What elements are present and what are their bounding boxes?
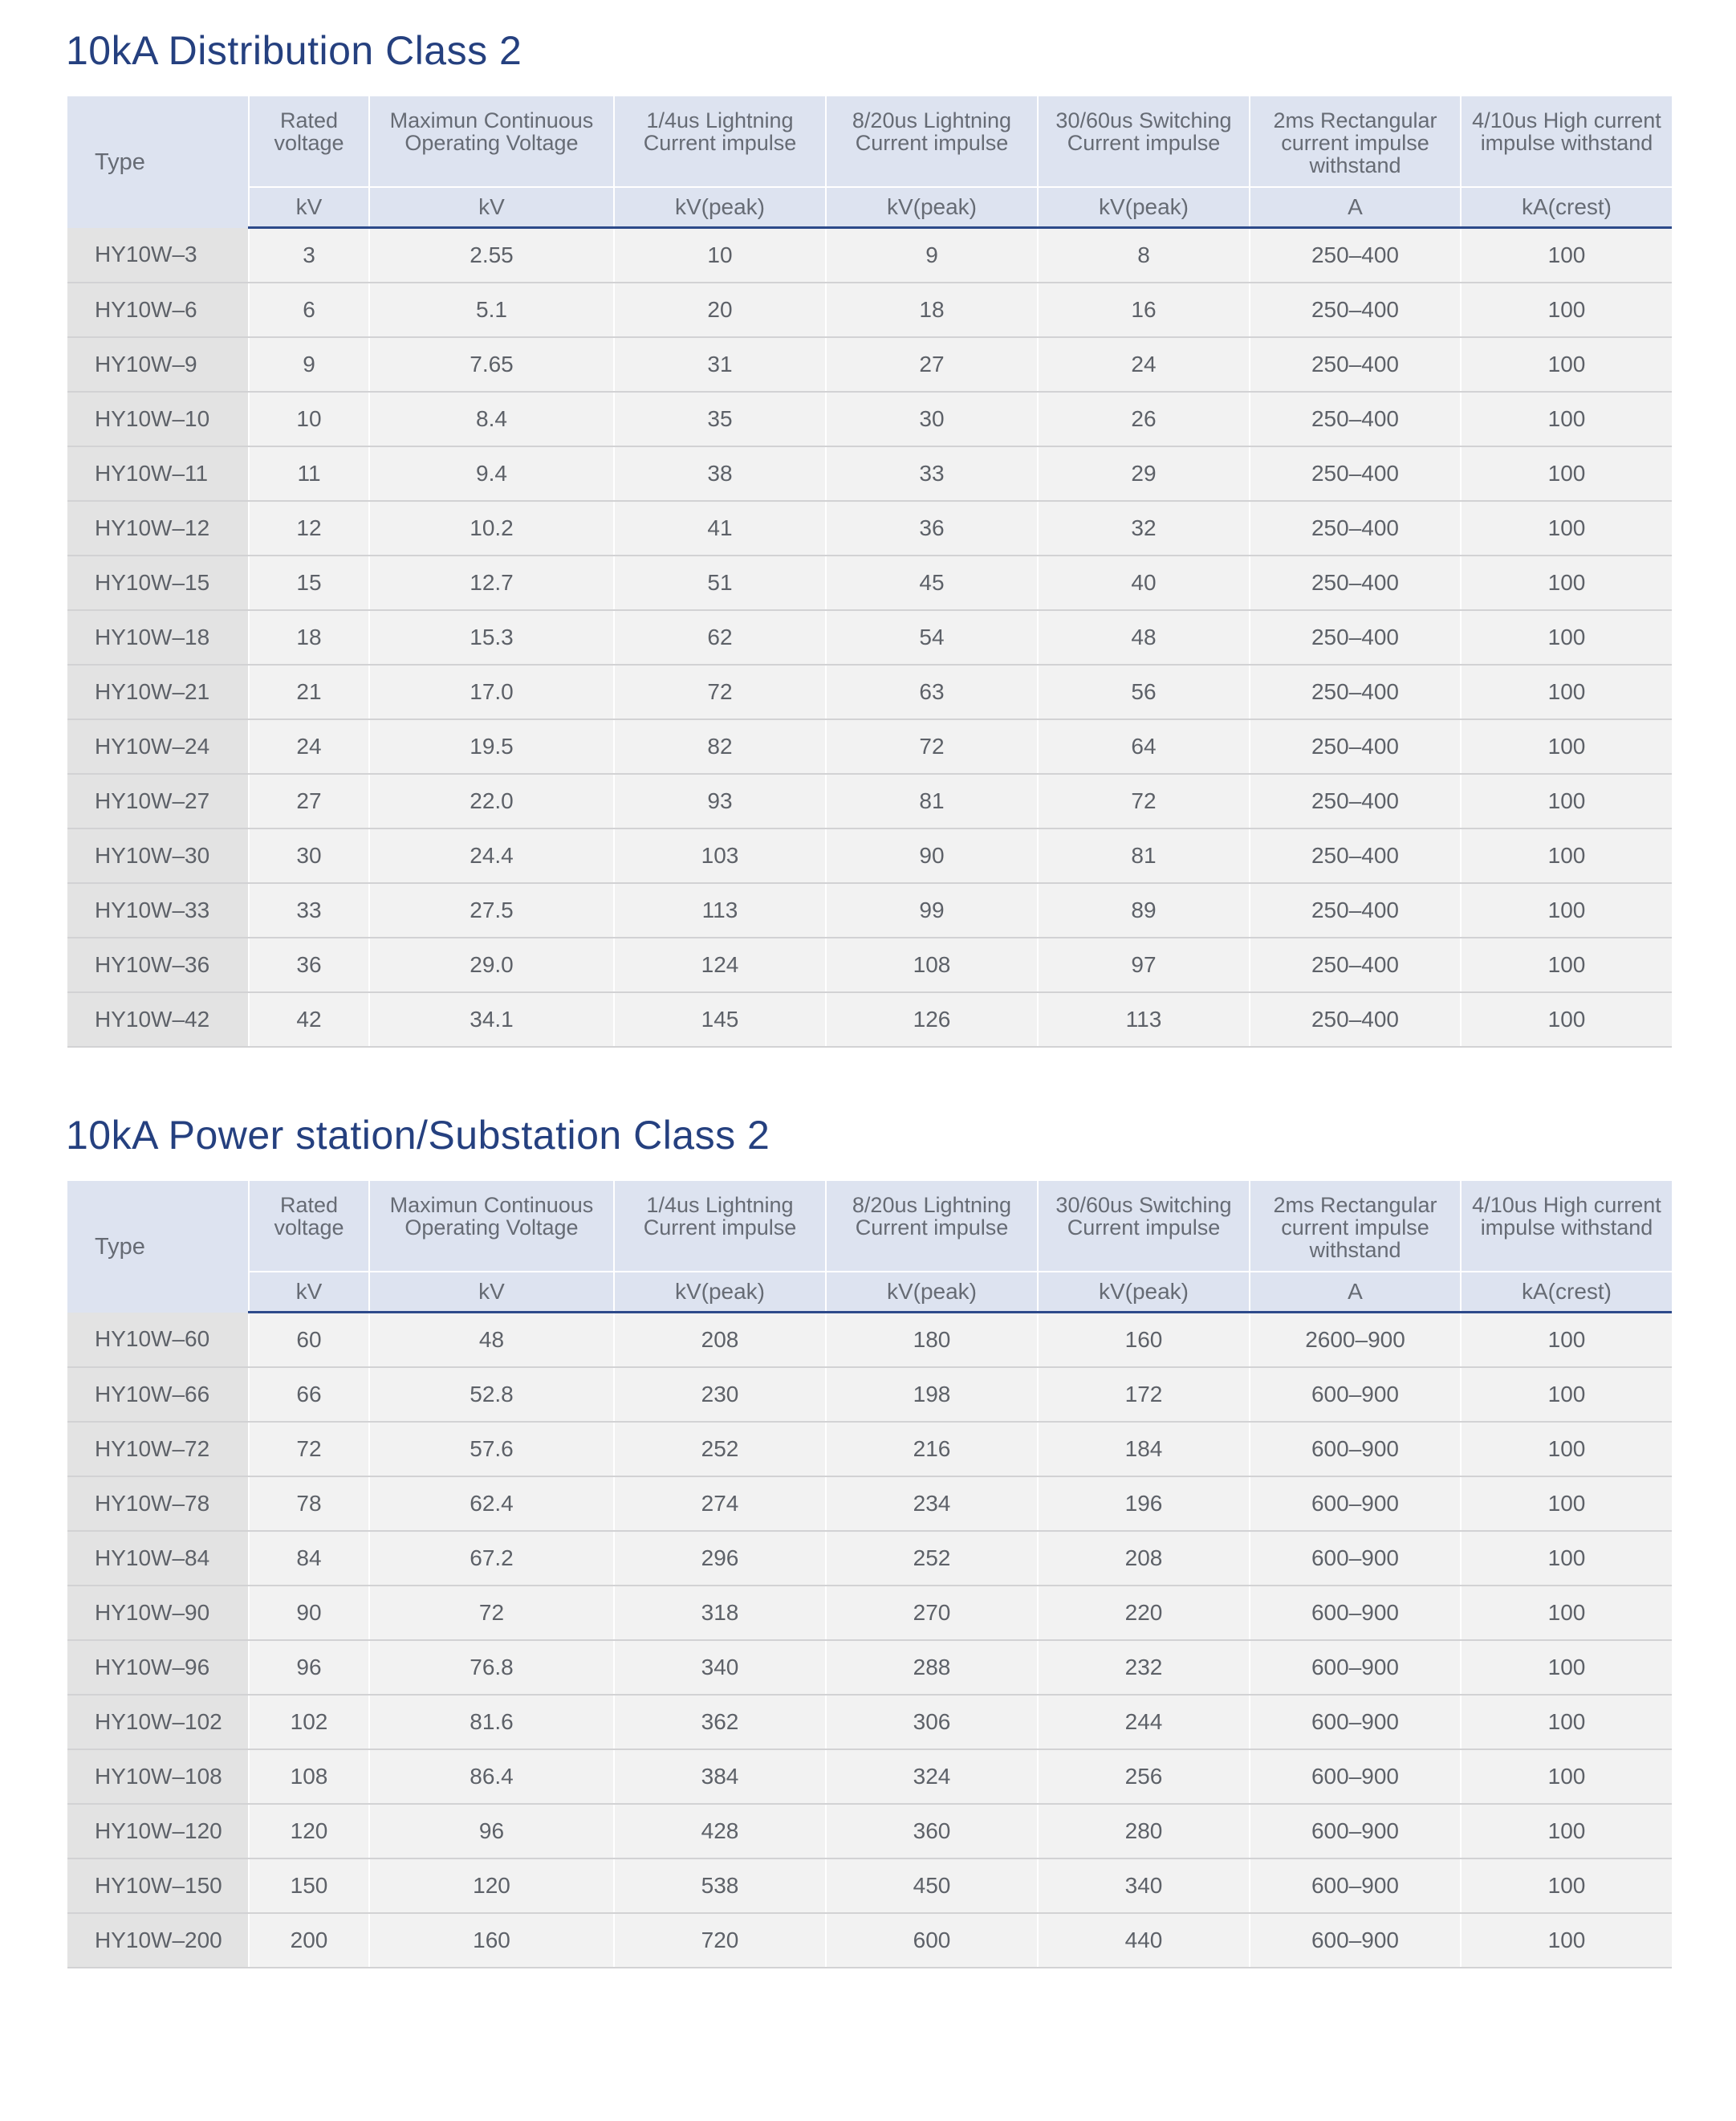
cell-rated-voltage: 30 <box>249 828 369 883</box>
cell-lightning-8-20us: 99 <box>826 883 1038 938</box>
cell-type: HY10W–11 <box>67 446 249 501</box>
cell-lightning-1-4us: 318 <box>614 1586 826 1640</box>
distribution-spec-table <box>67 96 1672 1048</box>
cell-type: HY10W–60 <box>67 1313 249 1368</box>
cell-switching-30-60us: 8 <box>1038 228 1250 283</box>
cell-high-current-4-10us: 100 <box>1461 1913 1672 1968</box>
cell-type: HY10W–72 <box>67 1422 249 1476</box>
cell-rectangular-2ms: 250–400 <box>1250 446 1461 501</box>
cell-lightning-8-20us: 18 <box>826 283 1038 337</box>
cell-lightning-1-4us: 428 <box>614 1804 826 1858</box>
table-row <box>67 1586 1672 1640</box>
cell-high-current-4-10us: 100 <box>1461 992 1672 1047</box>
units-row <box>67 1272 1672 1313</box>
cell-rectangular-2ms: 600–900 <box>1250 1422 1461 1476</box>
table-row <box>67 1858 1672 1913</box>
cell-mcov: 96 <box>369 1804 614 1858</box>
cell-rated-voltage: 42 <box>249 992 369 1047</box>
cell-rated-voltage: 18 <box>249 610 369 665</box>
cell-switching-30-60us: 256 <box>1038 1749 1250 1804</box>
cell-lightning-1-4us: 38 <box>614 446 826 501</box>
cell-switching-30-60us: 24 <box>1038 337 1250 392</box>
cell-type: HY10W–96 <box>67 1640 249 1695</box>
table-header <box>67 96 1672 228</box>
cell-switching-30-60us: 113 <box>1038 992 1250 1047</box>
cell-rated-voltage: 15 <box>249 556 369 610</box>
cell-type: HY10W–90 <box>67 1586 249 1640</box>
table-row <box>67 283 1672 337</box>
cell-lightning-8-20us: 33 <box>826 446 1038 501</box>
cell-switching-30-60us: 440 <box>1038 1913 1250 1968</box>
cell-switching-30-60us: 29 <box>1038 446 1250 501</box>
unit-high-current-4-10us: kA(crest) <box>1461 187 1672 228</box>
cell-switching-30-60us: 81 <box>1038 828 1250 883</box>
cell-switching-30-60us: 172 <box>1038 1367 1250 1422</box>
cell-rated-voltage: 3 <box>249 228 369 283</box>
cell-lightning-1-4us: 124 <box>614 938 826 992</box>
table-row <box>67 501 1672 556</box>
table-row <box>67 1531 1672 1586</box>
cell-lightning-1-4us: 93 <box>614 774 826 828</box>
cell-high-current-4-10us: 100 <box>1461 283 1672 337</box>
cell-lightning-1-4us: 62 <box>614 610 826 665</box>
cell-mcov: 9.4 <box>369 446 614 501</box>
cell-high-current-4-10us: 100 <box>1461 1749 1672 1804</box>
cell-type: HY10W–3 <box>67 228 249 283</box>
unit-mcov: kV <box>369 187 614 228</box>
cell-type: HY10W–84 <box>67 1531 249 1586</box>
cell-high-current-4-10us: 100 <box>1461 1422 1672 1476</box>
cell-mcov: 160 <box>369 1913 614 1968</box>
column-header-switching-30-60us: 30/60us Switching Current impulse <box>1038 96 1250 187</box>
cell-switching-30-60us: 64 <box>1038 719 1250 774</box>
table-row <box>67 1313 1672 1368</box>
cell-mcov: 12.7 <box>369 556 614 610</box>
cell-switching-30-60us: 340 <box>1038 1858 1250 1913</box>
cell-mcov: 57.6 <box>369 1422 614 1476</box>
table-row <box>67 337 1672 392</box>
column-header-rated-voltage: Rated voltage <box>249 96 369 187</box>
cell-lightning-8-20us: 360 <box>826 1804 1038 1858</box>
cell-rated-voltage: 72 <box>249 1422 369 1476</box>
cell-lightning-8-20us: 270 <box>826 1586 1038 1640</box>
column-header-mcov: Maximun Continuous Operating Voltage <box>369 96 614 187</box>
table-row <box>67 446 1672 501</box>
cell-lightning-8-20us: 72 <box>826 719 1038 774</box>
cell-mcov: 22.0 <box>369 774 614 828</box>
cell-type: HY10W–78 <box>67 1476 249 1531</box>
cell-type: HY10W–30 <box>67 828 249 883</box>
cell-lightning-1-4us: 41 <box>614 501 826 556</box>
cell-lightning-1-4us: 208 <box>614 1313 826 1368</box>
cell-rated-voltage: 90 <box>249 1586 369 1640</box>
cell-lightning-1-4us: 72 <box>614 665 826 719</box>
cell-switching-30-60us: 40 <box>1038 556 1250 610</box>
table-row <box>67 392 1672 446</box>
column-header-type: Type <box>67 1181 249 1313</box>
cell-high-current-4-10us: 100 <box>1461 883 1672 938</box>
cell-type: HY10W–27 <box>67 774 249 828</box>
cell-lightning-8-20us: 198 <box>826 1367 1038 1422</box>
cell-lightning-1-4us: 230 <box>614 1367 826 1422</box>
cell-mcov: 48 <box>369 1313 614 1368</box>
unit-high-current-4-10us: kA(crest) <box>1461 1272 1672 1313</box>
cell-high-current-4-10us: 100 <box>1461 446 1672 501</box>
column-header-high-current-4-10us: 4/10us High current impulse withstand <box>1461 96 1672 187</box>
column-header-rectangular-2ms: 2ms Rectangular current impulse withstand <box>1250 1181 1461 1272</box>
cell-lightning-8-20us: 306 <box>826 1695 1038 1749</box>
table-row <box>67 938 1672 992</box>
table-row <box>67 1367 1672 1422</box>
cell-rectangular-2ms: 600–900 <box>1250 1749 1461 1804</box>
table-row <box>67 228 1672 283</box>
cell-lightning-8-20us: 288 <box>826 1640 1038 1695</box>
cell-rated-voltage: 10 <box>249 392 369 446</box>
cell-type: HY10W–108 <box>67 1749 249 1804</box>
cell-mcov: 29.0 <box>369 938 614 992</box>
cell-rectangular-2ms: 250–400 <box>1250 283 1461 337</box>
cell-switching-30-60us: 184 <box>1038 1422 1250 1476</box>
cell-type: HY10W–66 <box>67 1367 249 1422</box>
section-title-power-station: 10kA Power station/Substation Class 2 <box>66 1113 770 1158</box>
cell-high-current-4-10us: 100 <box>1461 1367 1672 1422</box>
cell-lightning-8-20us: 126 <box>826 992 1038 1047</box>
cell-rated-voltage: 33 <box>249 883 369 938</box>
cell-high-current-4-10us: 100 <box>1461 1858 1672 1913</box>
cell-lightning-1-4us: 103 <box>614 828 826 883</box>
column-header-lightning-1-4us: 1/4us Lightning Current impulse <box>614 96 826 187</box>
cell-mcov: 67.2 <box>369 1531 614 1586</box>
cell-rectangular-2ms: 600–900 <box>1250 1858 1461 1913</box>
cell-switching-30-60us: 16 <box>1038 283 1250 337</box>
cell-high-current-4-10us: 100 <box>1461 719 1672 774</box>
cell-high-current-4-10us: 100 <box>1461 501 1672 556</box>
cell-rectangular-2ms: 600–900 <box>1250 1367 1461 1422</box>
column-header-mcov: Maximun Continuous Operating Voltage <box>369 1181 614 1272</box>
cell-high-current-4-10us: 100 <box>1461 1476 1672 1531</box>
cell-lightning-8-20us: 90 <box>826 828 1038 883</box>
cell-rated-voltage: 84 <box>249 1531 369 1586</box>
table-body <box>67 228 1672 1048</box>
cell-mcov: 5.1 <box>369 283 614 337</box>
cell-type: HY10W–120 <box>67 1804 249 1858</box>
table-row <box>67 1913 1672 1968</box>
cell-lightning-1-4us: 384 <box>614 1749 826 1804</box>
cell-lightning-8-20us: 45 <box>826 556 1038 610</box>
cell-lightning-1-4us: 538 <box>614 1858 826 1913</box>
cell-rectangular-2ms: 600–900 <box>1250 1476 1461 1531</box>
unit-rectangular-2ms: A <box>1250 187 1461 228</box>
cell-type: HY10W–42 <box>67 992 249 1047</box>
cell-high-current-4-10us: 100 <box>1461 392 1672 446</box>
table-row <box>67 883 1672 938</box>
cell-rectangular-2ms: 250–400 <box>1250 665 1461 719</box>
table-row <box>67 556 1672 610</box>
cell-rated-voltage: 150 <box>249 1858 369 1913</box>
cell-rated-voltage: 78 <box>249 1476 369 1531</box>
cell-lightning-8-20us: 216 <box>826 1422 1038 1476</box>
header-row <box>67 1181 1672 1272</box>
cell-switching-30-60us: 26 <box>1038 392 1250 446</box>
cell-lightning-1-4us: 274 <box>614 1476 826 1531</box>
cell-rated-voltage: 11 <box>249 446 369 501</box>
cell-mcov: 76.8 <box>369 1640 614 1695</box>
cell-type: HY10W–18 <box>67 610 249 665</box>
cell-mcov: 120 <box>369 1858 614 1913</box>
cell-high-current-4-10us: 100 <box>1461 1586 1672 1640</box>
table-body <box>67 1313 1672 1968</box>
cell-switching-30-60us: 232 <box>1038 1640 1250 1695</box>
cell-rated-voltage: 66 <box>249 1367 369 1422</box>
cell-type: HY10W–102 <box>67 1695 249 1749</box>
unit-lightning-8-20us: kV(peak) <box>826 187 1038 228</box>
cell-high-current-4-10us: 100 <box>1461 337 1672 392</box>
cell-mcov: 34.1 <box>369 992 614 1047</box>
cell-lightning-1-4us: 252 <box>614 1422 826 1476</box>
cell-lightning-8-20us: 234 <box>826 1476 1038 1531</box>
cell-mcov: 2.55 <box>369 228 614 283</box>
cell-rated-voltage: 21 <box>249 665 369 719</box>
cell-lightning-1-4us: 20 <box>614 283 826 337</box>
cell-mcov: 8.4 <box>369 392 614 446</box>
cell-mcov: 24.4 <box>369 828 614 883</box>
unit-lightning-1-4us: kV(peak) <box>614 187 826 228</box>
cell-type: HY10W–21 <box>67 665 249 719</box>
cell-rated-voltage: 12 <box>249 501 369 556</box>
column-header-rated-voltage: Rated voltage <box>249 1181 369 1272</box>
cell-lightning-8-20us: 600 <box>826 1913 1038 1968</box>
cell-rated-voltage: 6 <box>249 283 369 337</box>
cell-lightning-8-20us: 180 <box>826 1313 1038 1368</box>
cell-high-current-4-10us: 100 <box>1461 556 1672 610</box>
cell-mcov: 15.3 <box>369 610 614 665</box>
cell-switching-30-60us: 32 <box>1038 501 1250 556</box>
cell-rectangular-2ms: 250–400 <box>1250 556 1461 610</box>
cell-type: HY10W–33 <box>67 883 249 938</box>
column-header-lightning-8-20us: 8/20us Lightning Current impulse <box>826 1181 1038 1272</box>
cell-rectangular-2ms: 250–400 <box>1250 501 1461 556</box>
cell-lightning-1-4us: 31 <box>614 337 826 392</box>
cell-rectangular-2ms: 600–900 <box>1250 1695 1461 1749</box>
unit-lightning-1-4us: kV(peak) <box>614 1272 826 1313</box>
cell-lightning-1-4us: 10 <box>614 228 826 283</box>
cell-rated-voltage: 96 <box>249 1640 369 1695</box>
cell-rated-voltage: 27 <box>249 774 369 828</box>
table-row <box>67 1640 1672 1695</box>
cell-rectangular-2ms: 250–400 <box>1250 228 1461 283</box>
cell-rectangular-2ms: 250–400 <box>1250 992 1461 1047</box>
cell-lightning-8-20us: 81 <box>826 774 1038 828</box>
section-title-distribution: 10kA Distribution Class 2 <box>66 28 522 73</box>
column-header-high-current-4-10us: 4/10us High current impulse withstand <box>1461 1181 1672 1272</box>
unit-mcov: kV <box>369 1272 614 1313</box>
cell-type: HY10W–12 <box>67 501 249 556</box>
table-row <box>67 1695 1672 1749</box>
unit-rated-voltage: kV <box>249 187 369 228</box>
cell-mcov: 52.8 <box>369 1367 614 1422</box>
cell-lightning-8-20us: 9 <box>826 228 1038 283</box>
cell-type: HY10W–150 <box>67 1858 249 1913</box>
cell-mcov: 72 <box>369 1586 614 1640</box>
cell-lightning-1-4us: 296 <box>614 1531 826 1586</box>
cell-lightning-8-20us: 324 <box>826 1749 1038 1804</box>
cell-rated-voltage: 108 <box>249 1749 369 1804</box>
cell-lightning-1-4us: 340 <box>614 1640 826 1695</box>
cell-rectangular-2ms: 600–900 <box>1250 1804 1461 1858</box>
table-row <box>67 828 1672 883</box>
unit-switching-30-60us: kV(peak) <box>1038 1272 1250 1313</box>
cell-type: HY10W–10 <box>67 392 249 446</box>
cell-type: HY10W–200 <box>67 1913 249 1968</box>
cell-switching-30-60us: 56 <box>1038 665 1250 719</box>
cell-mcov: 17.0 <box>369 665 614 719</box>
cell-mcov: 86.4 <box>369 1749 614 1804</box>
units-row <box>67 187 1672 228</box>
cell-rectangular-2ms: 2600–900 <box>1250 1313 1461 1368</box>
cell-rectangular-2ms: 250–400 <box>1250 719 1461 774</box>
cell-lightning-8-20us: 30 <box>826 392 1038 446</box>
cell-high-current-4-10us: 100 <box>1461 228 1672 283</box>
cell-mcov: 62.4 <box>369 1476 614 1531</box>
cell-rectangular-2ms: 250–400 <box>1250 883 1461 938</box>
cell-high-current-4-10us: 100 <box>1461 828 1672 883</box>
cell-rectangular-2ms: 250–400 <box>1250 774 1461 828</box>
table-row <box>67 610 1672 665</box>
cell-rectangular-2ms: 250–400 <box>1250 828 1461 883</box>
cell-high-current-4-10us: 100 <box>1461 1804 1672 1858</box>
table-row <box>67 665 1672 719</box>
table-row <box>67 1749 1672 1804</box>
cell-high-current-4-10us: 100 <box>1461 774 1672 828</box>
cell-type: HY10W–15 <box>67 556 249 610</box>
unit-rated-voltage: kV <box>249 1272 369 1313</box>
table-row <box>67 719 1672 774</box>
cell-rectangular-2ms: 250–400 <box>1250 392 1461 446</box>
cell-mcov: 27.5 <box>369 883 614 938</box>
cell-rated-voltage: 102 <box>249 1695 369 1749</box>
cell-switching-30-60us: 72 <box>1038 774 1250 828</box>
cell-lightning-1-4us: 35 <box>614 392 826 446</box>
cell-switching-30-60us: 196 <box>1038 1476 1250 1531</box>
cell-lightning-8-20us: 108 <box>826 938 1038 992</box>
cell-lightning-1-4us: 51 <box>614 556 826 610</box>
header-row <box>67 96 1672 187</box>
cell-rectangular-2ms: 250–400 <box>1250 938 1461 992</box>
cell-lightning-8-20us: 252 <box>826 1531 1038 1586</box>
cell-lightning-1-4us: 145 <box>614 992 826 1047</box>
table-row <box>67 774 1672 828</box>
table-row <box>67 992 1672 1047</box>
cell-rated-voltage: 120 <box>249 1804 369 1858</box>
cell-rated-voltage: 9 <box>249 337 369 392</box>
column-header-lightning-8-20us: 8/20us Lightning Current impulse <box>826 96 1038 187</box>
cell-high-current-4-10us: 100 <box>1461 610 1672 665</box>
cell-switching-30-60us: 280 <box>1038 1804 1250 1858</box>
cell-switching-30-60us: 244 <box>1038 1695 1250 1749</box>
cell-mcov: 19.5 <box>369 719 614 774</box>
column-header-type: Type <box>67 96 249 228</box>
cell-lightning-8-20us: 450 <box>826 1858 1038 1913</box>
cell-lightning-8-20us: 54 <box>826 610 1038 665</box>
cell-lightning-1-4us: 720 <box>614 1913 826 1968</box>
column-header-switching-30-60us: 30/60us Switching Current impulse <box>1038 1181 1250 1272</box>
cell-switching-30-60us: 48 <box>1038 610 1250 665</box>
table-row <box>67 1476 1672 1531</box>
cell-lightning-8-20us: 36 <box>826 501 1038 556</box>
cell-lightning-1-4us: 362 <box>614 1695 826 1749</box>
cell-switching-30-60us: 89 <box>1038 883 1250 938</box>
cell-switching-30-60us: 160 <box>1038 1313 1250 1368</box>
cell-rated-voltage: 36 <box>249 938 369 992</box>
cell-rated-voltage: 60 <box>249 1313 369 1368</box>
cell-rated-voltage: 24 <box>249 719 369 774</box>
cell-high-current-4-10us: 100 <box>1461 1695 1672 1749</box>
cell-high-current-4-10us: 100 <box>1461 1640 1672 1695</box>
cell-switching-30-60us: 220 <box>1038 1586 1250 1640</box>
cell-rectangular-2ms: 600–900 <box>1250 1913 1461 1968</box>
cell-lightning-8-20us: 27 <box>826 337 1038 392</box>
cell-type: HY10W–6 <box>67 283 249 337</box>
unit-lightning-8-20us: kV(peak) <box>826 1272 1038 1313</box>
power-station-spec-table <box>67 1181 1672 1968</box>
cell-rectangular-2ms: 600–900 <box>1250 1586 1461 1640</box>
cell-mcov: 10.2 <box>369 501 614 556</box>
table-row <box>67 1422 1672 1476</box>
cell-high-current-4-10us: 100 <box>1461 665 1672 719</box>
cell-type: HY10W–24 <box>67 719 249 774</box>
cell-lightning-1-4us: 82 <box>614 719 826 774</box>
cell-rectangular-2ms: 250–400 <box>1250 610 1461 665</box>
cell-mcov: 81.6 <box>369 1695 614 1749</box>
cell-type: HY10W–9 <box>67 337 249 392</box>
table-row <box>67 1804 1672 1858</box>
unit-switching-30-60us: kV(peak) <box>1038 187 1250 228</box>
cell-rectangular-2ms: 600–900 <box>1250 1531 1461 1586</box>
table-header <box>67 1181 1672 1313</box>
cell-high-current-4-10us: 100 <box>1461 1531 1672 1586</box>
cell-lightning-1-4us: 113 <box>614 883 826 938</box>
cell-rectangular-2ms: 600–900 <box>1250 1640 1461 1695</box>
cell-mcov: 7.65 <box>369 337 614 392</box>
cell-rectangular-2ms: 250–400 <box>1250 337 1461 392</box>
cell-type: HY10W–36 <box>67 938 249 992</box>
cell-switching-30-60us: 97 <box>1038 938 1250 992</box>
column-header-lightning-1-4us: 1/4us Lightning Current impulse <box>614 1181 826 1272</box>
cell-rated-voltage: 200 <box>249 1913 369 1968</box>
unit-rectangular-2ms: A <box>1250 1272 1461 1313</box>
cell-lightning-8-20us: 63 <box>826 665 1038 719</box>
cell-high-current-4-10us: 100 <box>1461 1313 1672 1368</box>
column-header-rectangular-2ms: 2ms Rectangular current impulse withstand <box>1250 96 1461 187</box>
cell-high-current-4-10us: 100 <box>1461 938 1672 992</box>
cell-switching-30-60us: 208 <box>1038 1531 1250 1586</box>
